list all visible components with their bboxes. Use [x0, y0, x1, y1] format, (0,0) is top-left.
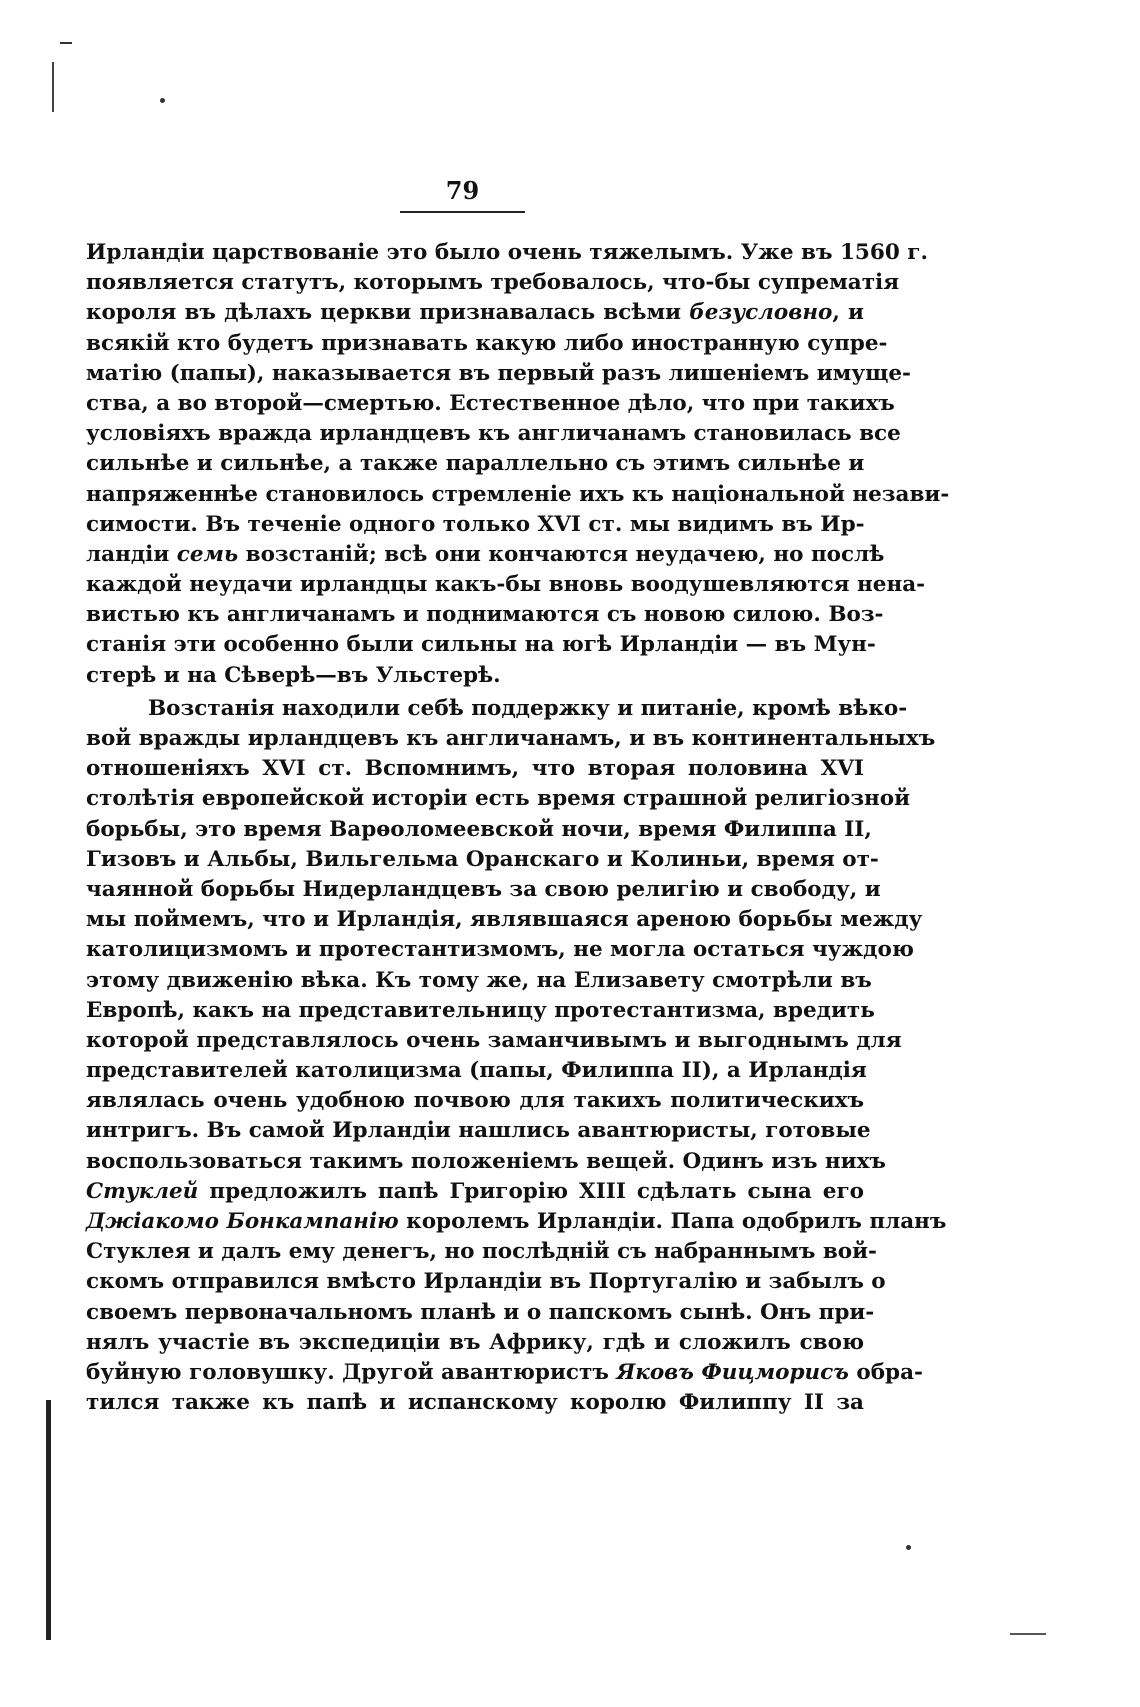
text-run: условіяхъ вражда ирландцевъ къ англичанамъ становилась все — [86, 421, 901, 447]
text-line — [86, 238, 928, 268]
text-run: станія эти особенно были сильны на югѣ Ирландіи — въ Мун- — [86, 632, 876, 658]
text-run: мы поймемъ, что и Ирландія, являвшаяся ареною борьбы между — [86, 907, 923, 933]
text-line — [86, 1237, 877, 1267]
text-line — [86, 661, 864, 691]
text-line — [86, 570, 926, 600]
text-line — [86, 1116, 871, 1146]
text-line — [86, 540, 885, 570]
text-line — [86, 1177, 864, 1207]
emphasis-run: Джіакомо Бонкампанію — [86, 1209, 399, 1234]
text-line — [86, 510, 864, 540]
text-line — [86, 389, 895, 419]
scan-speck — [160, 98, 165, 103]
text-line — [86, 1328, 864, 1358]
text-run: Европѣ, какъ на представительницу протестантизма, вредить — [86, 997, 875, 1023]
text-line — [86, 966, 872, 996]
text-run: скомъ отправился вмѣсто Ирландіи въ Португалію и забылъ о — [86, 1269, 886, 1295]
scan-margin-mark — [60, 42, 72, 44]
text-run: симости. Въ теченіе одного только XVI ст. мы видимъ въ Ир- — [86, 511, 865, 537]
text-run: напряженнѣе становилось стремленіе ихъ къ національной незави- — [86, 481, 950, 507]
text-run: обра- — [848, 1359, 923, 1385]
text-line — [86, 1298, 875, 1328]
text-line — [86, 784, 911, 814]
text-line — [86, 905, 923, 935]
text-run: ландіи — [86, 541, 177, 567]
text-run: всякій кто будетъ признавать какую либо иностранную супре- — [86, 330, 888, 356]
text-run: стерѣ и на Сѣверѣ—въ Ульстерѣ. — [86, 662, 501, 688]
text-line — [86, 419, 901, 449]
emphasis-run: семь — [176, 541, 239, 567]
text-run: чаянной борьбы Нидерландцевъ за свою религію и свободу, и — [86, 876, 881, 902]
text-run: представителей католицизма (папы, Филиппа II), а Ирландія — [86, 1058, 867, 1084]
text-line — [86, 1267, 886, 1297]
page-number-rule — [400, 211, 525, 213]
text-run: интригъ. Въ самой Ирландіи нашлись авантюристы, готовые — [86, 1118, 871, 1144]
text-line — [86, 630, 876, 660]
text-run: столѣтія европейской исторіи есть время страшной религіозной — [86, 786, 911, 812]
text-run: Возстанія находили себѣ поддержку и питаніе, кромѣ вѣко- — [148, 695, 908, 721]
text-line — [86, 1207, 947, 1237]
text-run: являлась очень удобною почвою для такихъ политическихъ — [86, 1088, 864, 1114]
text-body — [86, 238, 950, 1418]
scan-margin-mark — [1010, 1633, 1046, 1635]
emphasis-run: безусловно — [689, 300, 833, 326]
page-number: 79 — [445, 176, 480, 205]
text-run: вой вражды ирландцевъ къ англичанамъ, и въ континентальныхъ — [86, 726, 936, 751]
text-line — [86, 359, 911, 389]
text-run: католицизмомъ и протестантизмомъ, не могла остаться чуждою — [86, 937, 914, 963]
text-run: матію (папы), наказывается въ первый разъ лишеніемъ имуще- — [86, 360, 911, 386]
scan-margin-mark — [52, 62, 54, 112]
paragraph — [86, 694, 947, 1419]
text-line — [86, 1056, 867, 1086]
emphasis-run: Стуклей — [86, 1178, 199, 1204]
text-run: Гизовъ и Альбы, Вильгельма Оранскаго и Колиньи, время от- — [86, 846, 879, 872]
text-line — [86, 600, 884, 630]
text-line — [86, 694, 908, 724]
text-line — [86, 845, 879, 875]
text-run: борьбы, это время Варѳоломеевской ночи, время Филиппа II, — [86, 816, 872, 842]
emphasis-run: Яковъ Фицморисъ — [616, 1359, 849, 1385]
text-run: каждой неудачи ирландцы какъ-бы вновь воодушевляются нена- — [86, 572, 926, 598]
text-line — [86, 724, 936, 754]
text-run: отношеніяхъ XVI ст. Вспомнимъ, что вторая половина XVI — [86, 756, 864, 782]
text-line — [86, 268, 900, 298]
text-run: которой представлялось очень заманчивымъ и выгоднымъ для — [86, 1027, 902, 1053]
text-run: нялъ участіе въ экспедиціи въ Африку, гдѣ и сложилъ свою — [86, 1329, 864, 1355]
text-line — [86, 1086, 864, 1116]
paragraph — [86, 238, 950, 691]
text-run: Стуклея и далъ ему денегъ, но послѣдній съ набраннымъ вой- — [86, 1239, 877, 1265]
text-line — [86, 449, 864, 479]
text-line — [86, 1026, 902, 1056]
text-line — [86, 935, 914, 965]
scan-binding-shadow — [46, 1400, 51, 1640]
text-run: возстаній; всѣ они кончаются неудачею, но послѣ — [238, 541, 885, 567]
text-run: , и — [832, 300, 865, 326]
text-line — [86, 1388, 864, 1418]
text-line — [86, 815, 872, 845]
text-line — [86, 329, 888, 359]
text-run: королемъ Ирландіи. Папа одобрилъ планъ — [398, 1209, 947, 1234]
text-run: вистью къ англичанамъ и поднимаются съ новою силою. Воз- — [86, 602, 884, 628]
text-line — [86, 996, 875, 1026]
text-run: тился также къ папѣ и испанскому королю Филиппу II за — [86, 1390, 864, 1416]
text-run: этому движенію вѣка. Къ тому же, на Елизавету смотрѣли въ — [86, 967, 872, 993]
text-run: Ирландіи царствованіе это было очень тяжелымъ. Уже въ 1560 г. — [86, 240, 928, 265]
text-run: короля въ дѣлахъ церкви признавалась всѣми — [86, 300, 690, 326]
text-run: сильнѣе и сильнѣе, а также параллельно съ этимъ сильнѣе и — [86, 451, 865, 477]
text-line — [86, 1358, 923, 1388]
text-run: буйную головушку. Другой авантюристъ — [86, 1359, 617, 1385]
text-run: ства, а во второй—смертью. Естественное дѣло, что при такихъ — [86, 390, 895, 416]
text-line — [86, 298, 864, 328]
text-run: предложилъ папѣ Григорію XIII сдѣлать сына его — [198, 1178, 864, 1204]
text-run: появляется статутъ, которымъ требовалось, что-бы супрематія — [86, 270, 900, 296]
text-line — [86, 1147, 886, 1177]
text-run: воспользоваться такимъ положеніемъ вещей. Одинъ изъ нихъ — [86, 1148, 886, 1174]
text-line — [86, 875, 881, 905]
text-line — [86, 754, 864, 784]
text-line — [86, 480, 950, 510]
text-run: своемъ первоначальномъ планѣ и о папскомъ сынѣ. Онъ при- — [86, 1299, 875, 1325]
scan-speck — [906, 1545, 911, 1550]
